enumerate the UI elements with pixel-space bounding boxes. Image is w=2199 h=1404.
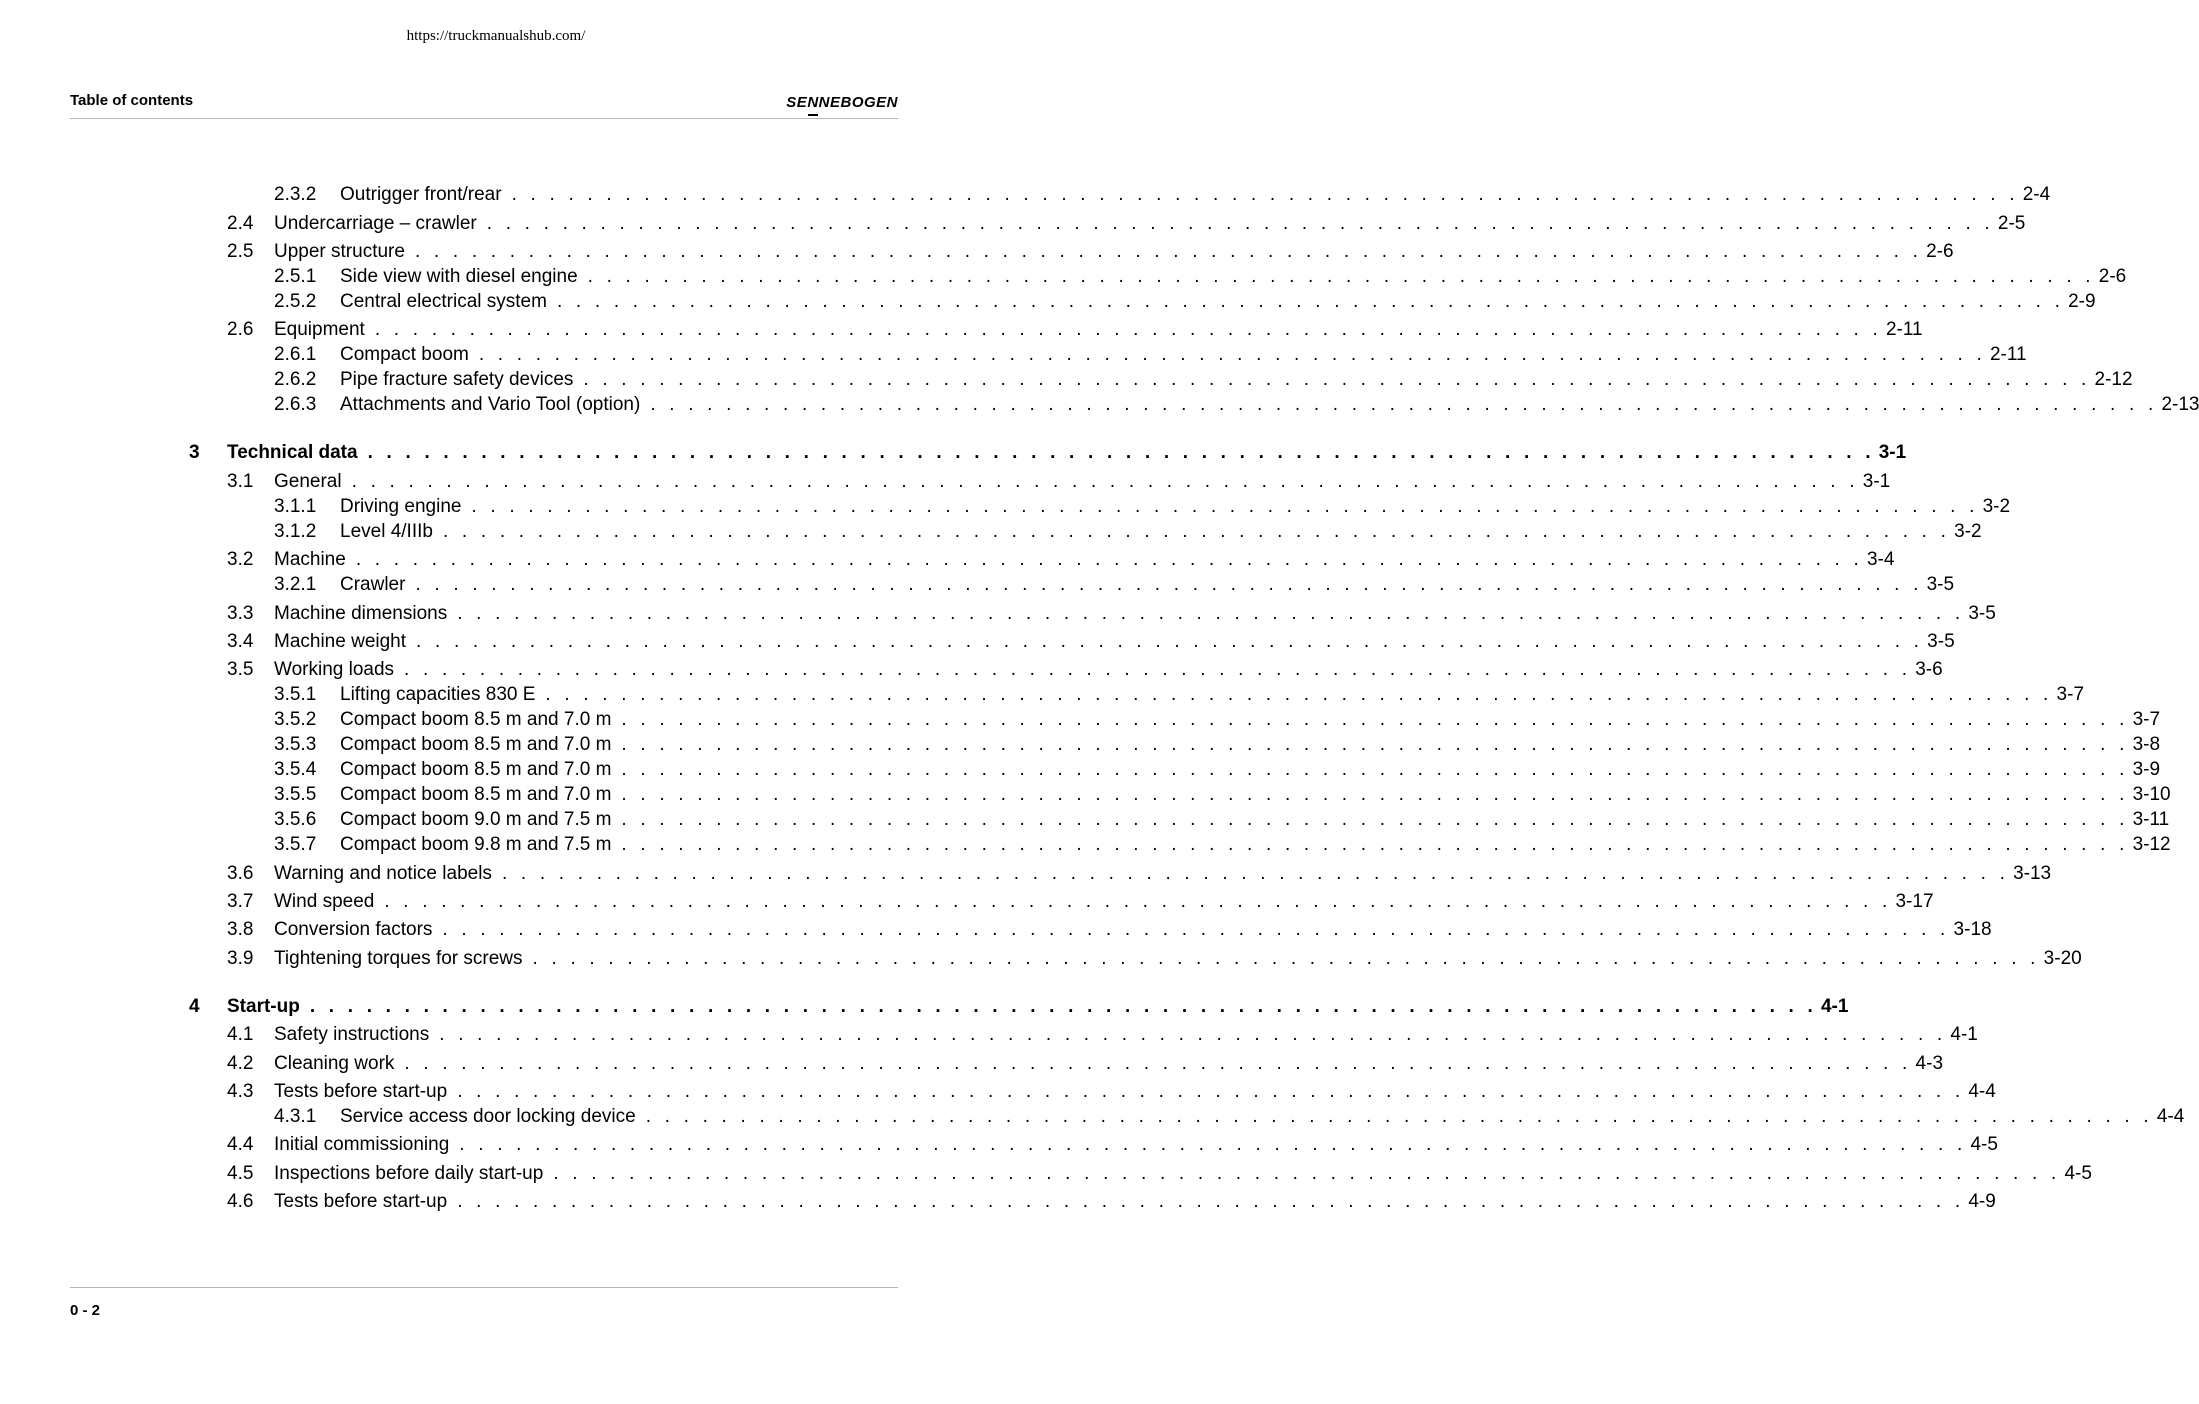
toc-entry-page: 3-18 — [1953, 919, 1992, 940]
toc-entry-number: 2.3.2 — [274, 184, 317, 205]
toc-entry[interactable] — [227, 1081, 1996, 1103]
toc-entry-title: Start-up — [227, 996, 300, 1017]
toc-entry-page: 3-12 — [2132, 834, 2171, 855]
toc-entry-number: 3.4 — [227, 631, 254, 652]
toc-leader-dots: . . . . . . . . . . . . . . . . . . . . . . . . . . . . . . . . . . . . . . . . . . . . . . . . . . . . . . . . . . . . . . . . . . . . . . . . . . . . . . . . — [457, 1081, 1965, 1102]
toc-entry-number: 2.5.1 — [274, 266, 317, 287]
toc-entry-number: 3.1.1 — [274, 496, 317, 517]
toc-entry[interactable] — [227, 1134, 1998, 1156]
toc-entry[interactable] — [227, 659, 1943, 681]
toc-entry[interactable] — [274, 496, 2011, 518]
section-title: Table of contents — [70, 92, 194, 109]
toc-leader-dots: . . . . . . . . . . . . . . . . . . . . . . . . . . . . . . . . . . . . . . . . . . . . . . . . . . . . . . . . . . . . . . . . . . . . . . . . . . . . . . . . — [583, 369, 2091, 390]
toc-entry-page: 4-1 — [1820, 996, 1849, 1017]
toc-leader-dots: . . . . . . . . . . . . . . . . . . . . . . . . . . . . . . . . . . . . . . . . . . . . . . . . . . . . . . . . . . . . . . . . . . . . . . . . . . . . . . . . — [439, 1024, 1947, 1045]
toc-entry-number: 3.5.4 — [274, 759, 317, 780]
toc-entry[interactable] — [274, 1106, 2185, 1128]
toc-leader-dots: . . . . . . . . . . . . . . . . . . . . . . . . . . . . . . . . . . . . . . . . . . . . . . . . . . . . . . . . . . . . . . . . . . . . . . . . . . . . . . . . — [486, 213, 1994, 234]
toc-entry-number: 2.6.3 — [274, 394, 317, 415]
toc-entry-page: 4-5 — [1970, 1134, 1998, 1155]
toc-entry-number: 3.1.2 — [274, 521, 317, 542]
toc-entry-page: 3-20 — [2043, 948, 2082, 969]
toc-entry-title: Level 4/IIIb — [340, 521, 433, 542]
toc-entry-number: 2.6 — [227, 319, 254, 340]
toc-entry-number: 3.5.7 — [274, 834, 317, 855]
toc-leader-dots: . . . . . . . . . . . . . . . . . . . . . . . . . . . . . . . . . . . . . . . . . . . . . . . . . . . . . . . . . . . . . . . . . . . . . . . . . . . . . . . . — [415, 574, 1923, 595]
toc-entry-title: Conversion factors — [274, 919, 433, 940]
toc-entry-number: 3.2 — [227, 549, 254, 570]
toc-entry-title: Tightening torques for screws — [274, 948, 523, 969]
toc-entry-page: 4-1 — [1950, 1024, 1978, 1045]
toc-entry[interactable] — [227, 241, 1954, 263]
page-number: 0 - 2 — [70, 1302, 101, 1319]
toc-entry-number: 2.6.1 — [274, 344, 317, 365]
toc-entry-title: Side view with diesel engine — [340, 266, 578, 287]
toc-entry[interactable] — [227, 549, 1895, 571]
toc-entry-title: General — [274, 471, 342, 492]
toc-entry[interactable] — [227, 631, 1955, 653]
toc-entry-title: Undercarriage – crawler — [274, 213, 477, 234]
toc-leader-dots: . . . . . . . . . . . . . . . . . . . . . . . . . . . . . . . . . . . . . . . . . . . . . . . . . . . . . . . . . . . . . . . . . . . . . . . . . . . . . . . . — [457, 603, 1965, 624]
toc-entry-number: 4.3.1 — [274, 1106, 317, 1127]
toc-leader-dots: . . . . . . . . . . . . . . . . . . . . . . . . . . . . . . . . . . . . . . . . . . . . . . . . . . . . . . . . . . . . . . . . . . . . . . . . . . . . . . . . — [457, 1191, 1965, 1212]
toc-entry-page: 2-12 — [2094, 369, 2133, 390]
toc-entry[interactable] — [227, 863, 2052, 885]
logo-suffix: NEBOGEN — [818, 94, 898, 111]
toc-entry-number: 4.6 — [227, 1191, 254, 1212]
toc-entry-number: 3.7 — [227, 891, 254, 912]
toc-entry-page: 3-5 — [1927, 631, 1955, 652]
toc-entry-title: Compact boom 9.0 m and 7.5 m — [340, 809, 612, 830]
toc-entry[interactable] — [274, 574, 1955, 596]
toc-entry[interactable] — [227, 213, 2026, 235]
toc-entry[interactable] — [189, 442, 1907, 464]
toc-entry-number: 3.5.2 — [274, 709, 317, 730]
toc-entry[interactable] — [274, 184, 2051, 206]
toc-entry-page: 3-5 — [1968, 603, 1996, 624]
toc-entry-title: Wind speed — [274, 891, 375, 912]
toc-entry-title: Compact boom 8.5 m and 7.0 m — [340, 709, 612, 730]
toc-leader-dots: . . . . . . . . . . . . . . . . . . . . . . . . . . . . . . . . . . . . . . . . . . . . . . . . . . . . . . . . . . . . . . . . . . . . . . . . . . . . . . . . — [545, 684, 2053, 705]
toc-entry[interactable] — [189, 996, 1849, 1018]
toc-entry-page: 2-6 — [1926, 241, 1954, 262]
toc-leader-dots: . . . . . . . . . . . . . . . . . . . . . . . . . . . . . . . . . . . . . . . . . . . . . . . . . . . . . . . . . . . . . . . . . . . . . . . . . . . . . . . . — [374, 319, 1882, 340]
toc-entry-page: 3-11 — [2132, 809, 2170, 830]
toc-entry-title: Machine — [274, 549, 346, 570]
toc-entry-page: 3-8 — [2132, 734, 2161, 755]
toc-entry-page: 3-6 — [1915, 659, 1943, 680]
toc-entry-title: Compact boom 8.5 m and 7.0 m — [340, 784, 612, 805]
toc-entry-number: 3.1 — [227, 471, 254, 492]
toc-leader-dots: . . . . . . . . . . . . . . . . . . . . . . . . . . . . . . . . . . . . . . . . . . . . . . . . . . . . . . . . . . . . . . . . . . . . . . . . . . . . . . . . — [587, 266, 2095, 287]
toc-entry-number: 4.2 — [227, 1053, 254, 1074]
toc-entry-page: 3-9 — [2132, 759, 2161, 780]
toc-leader-dots: . . . . . . . . . . . . . . . . . . . . . . . . . . . . . . . . . . . . . . . . . . . . . . . . . . . . . . . . . . . . . . . . . . . . . . . . . . . . . . . . — [621, 784, 2129, 805]
toc-entry-title: Driving engine — [340, 496, 462, 517]
toc-entry[interactable] — [274, 709, 2161, 731]
toc-entry-page: 3-5 — [1926, 574, 1955, 595]
toc-entry-title: Compact boom 9.8 m and 7.5 m — [340, 834, 612, 855]
toc-entry-title: Inspections before daily start-up — [274, 1163, 544, 1184]
toc-entry[interactable] — [274, 834, 2171, 856]
toc-entry-number: 2.5.2 — [274, 291, 317, 312]
toc-entry-number: 3.5.6 — [274, 809, 317, 830]
toc-entry[interactable] — [274, 394, 2199, 416]
toc-entry-number: 2.4 — [227, 213, 254, 234]
toc-entry-page: 3-17 — [1895, 891, 1934, 912]
toc-leader-dots: . . . . . . . . . . . . . . . . . . . . . . . . . . . . . . . . . . . . . . . . . . . . . . . . . . . . . . . . . . . . . . . . . . . . . . . . . . . . . . . . — [511, 184, 2019, 205]
toc-entry-number: 3.3 — [227, 603, 254, 624]
toc-entry-page: 2-11 — [1885, 319, 1923, 340]
toc-entry-number: 3.9 — [227, 948, 254, 969]
toc-entry-page: 3-7 — [2056, 684, 2085, 705]
toc-entry-page: 3-13 — [2013, 863, 2052, 884]
toc-entry[interactable] — [227, 891, 1934, 913]
toc-leader-dots: . . . . . . . . . . . . . . . . . . . . . . . . . . . . . . . . . . . . . . . . . . . . . . . . . . . . . . . . . . . . . . . . . . . . . . . . . . . . . . . . — [404, 1053, 1912, 1074]
toc-leader-dots: . . . . . . . . . . . . . . . . . . . . . . . . . . . . . . . . . . . . . . . . . . . . . . . . . . . . . . . . . . . . . . . . . . . . . . . . . . . . . . . . — [553, 1163, 2061, 1184]
toc-entry-page: 3-2 — [1954, 521, 1982, 542]
toc-entry-page: 4-3 — [1915, 1053, 1944, 1074]
source-url: https://truckmanualshub.com/ — [406, 28, 586, 44]
toc-leader-dots: . . . . . . . . . . . . . . . . . . . . . . . . . . . . . . . . . . . . . . . . . . . . . . . . . . . . . . . . . . . . . . . . . . . . . . . . . . . . . . . . — [621, 759, 2129, 780]
toc-leader-dots: . . . . . . . . . . . . . . . . . . . . . . . . . . . . . . . . . . . . . . . . . . . . . . . . . . . . . . . . . . . . . . . . . . . . . . . . . . . . . . . . — [416, 631, 1924, 652]
toc-entry-title: Machine dimensions — [274, 603, 448, 624]
toc-entry-number: 4 — [189, 996, 200, 1017]
toc-entry-number: 3.2.1 — [274, 574, 317, 595]
toc-leader-dots: . . . . . . . . . . . . . . . . . . . . . . . . . . . . . . . . . . . . . . . . . . . . . . . . . . . . . . . . . . . . . . . . . . . . . . . . . . . . . . . . — [556, 291, 2065, 312]
toc-entry[interactable] — [227, 919, 1992, 941]
toc-entry-page: 4-4 — [1968, 1081, 1996, 1102]
toc-entry-page: 4-4 — [2156, 1106, 2185, 1127]
toc-entry-page: 3-1 — [1862, 471, 1891, 492]
toc-entry[interactable] — [274, 291, 2096, 313]
toc-entry[interactable] — [227, 1163, 2092, 1185]
toc-entry-title: Lifting capacities 830 E — [340, 684, 536, 705]
toc-entry-title: Upper structure — [274, 241, 405, 262]
toc-leader-dots: . . . . . . . . . . . . . . . . . . . . . . . . . . . . . . . . . . . . . . . . . . . . . . . . . . . . . . . . . . . . . . . . . . . . . . . . . . . . . . . . — [645, 1106, 2153, 1127]
toc-entry-number: 3.5.3 — [274, 734, 317, 755]
toc-entry-number: 3.8 — [227, 919, 254, 940]
toc-entry-page: 2-6 — [2098, 266, 2127, 287]
toc-entry-page: 2-9 — [2068, 291, 2096, 312]
toc-entry-title: Working loads — [274, 659, 395, 680]
toc-entry-title: Outrigger front/rear — [340, 184, 502, 205]
toc-entry-number: 4.5 — [227, 1163, 254, 1184]
toc-entry-title: Crawler — [340, 574, 406, 595]
toc-leader-dots: . . . . . . . . . . . . . . . . . . . . . . . . . . . . . . . . . . . . . . . . . . . . . . . . . . . . . . . . . . . . . . . . . . . . . . . . . . . . . . . . — [621, 834, 2129, 855]
toc-entry-page: 3-2 — [1982, 496, 2011, 517]
toc-entry-number: 4.3 — [227, 1081, 254, 1102]
logo-n: N — [807, 94, 819, 111]
toc-leader-dots: . . . . . . . . . . . . . . . . . . . . . . . . . . . . . . . . . . . . . . . . . . . . . . . . . . . . . . . . . . . . . . . . . . . . . . . . . . . . . . . . — [367, 442, 1875, 463]
toc-entry[interactable] — [227, 603, 1996, 625]
toc-entry[interactable] — [227, 319, 1923, 341]
toc-entry-number: 4.4 — [227, 1134, 254, 1155]
toc-entry-title: Tests before start-up — [274, 1081, 448, 1102]
toc-entry[interactable] — [274, 266, 2127, 288]
toc-entry[interactable] — [274, 759, 2161, 781]
toc-entry[interactable] — [227, 1024, 1978, 1046]
toc-entry-title: Compact boom 8.5 m and 7.0 m — [340, 759, 612, 780]
toc-entry[interactable] — [227, 1191, 1996, 1213]
toc-entry-title: Pipe fracture safety devices — [340, 369, 574, 390]
toc-leader-dots: . . . . . . . . . . . . . . . . . . . . . . . . . . . . . . . . . . . . . . . . . . . . . . . . . . . . . . . . . . . . . . . . . . . . . . . . . . . . . . . . — [501, 863, 2010, 884]
toc-leader-dots: . . . . . . . . . . . . . . . . . . . . . . . . . . . . . . . . . . . . . . . . . . . . . . . . . . . . . . . . . . . . . . . . . . . . . . . . . . . . . . . . — [355, 549, 1863, 570]
toc-entry-page: 4-5 — [2064, 1163, 2092, 1184]
toc-entry-number: 3.5.1 — [274, 684, 317, 705]
toc-leader-dots: . . . . . . . . . . . . . . . . . . . . . . . . . . . . . . . . . . . . . . . . . . . . . . . . . . . . . . . . . . . . . . . . . . . . . . . . . . . . . . . . — [478, 344, 1986, 365]
toc-leader-dots: . . . . . . . . . . . . . . . . . . . . . . . . . . . . . . . . . . . . . . . . . . . . . . . . . . . . . . . . . . . . . . . . . . . . . . . . . . . . . . . . — [621, 809, 2129, 830]
logo-prefix: SE — [786, 94, 808, 111]
toc-entry-page: 3-1 — [1878, 442, 1907, 463]
toc-entry-page: 2-4 — [2022, 184, 2051, 205]
toc-leader-dots: . . . . . . . . . . . . . . . . . . . . . . . . . . . . . . . . . . . . . . . . . . . . . . . . . . . . . . . . . . . . . . . . . . . . . . . . . . . . . . . . — [442, 521, 1951, 542]
toc-entry-page: 3-7 — [2132, 709, 2161, 730]
toc-leader-dots: . . . . . . . . . . . . . . . . . . . . . . . . . . . . . . . . . . . . . . . . . . . . . . . . . . . . . . . . . . . . . . . . . . . . . . . . . . . . . . . . — [650, 394, 2158, 415]
toc-leader-dots: . . . . . . . . . . . . . . . . . . . . . . . . . . . . . . . . . . . . . . . . . . . . . . . . . . . . . . . . . . . . . . . . . . . . . . . . . . . . . . . . — [459, 1134, 1967, 1155]
footer-divider — [70, 1287, 898, 1288]
toc-entry-title: Warning and notice labels — [274, 863, 492, 884]
toc-entry-page: 3-10 — [2132, 784, 2171, 805]
toc-entry-title: Service access door locking device — [340, 1106, 636, 1127]
toc-entry[interactable] — [227, 948, 2082, 970]
toc-entry-number: 3.6 — [227, 863, 254, 884]
toc-leader-dots: . . . . . . . . . . . . . . . . . . . . . . . . . . . . . . . . . . . . . . . . . . . . . . . . . . . . . . . . . . . . . . . . . . . . . . . . . . . . . . . . — [471, 496, 1979, 517]
toc-entry[interactable] — [274, 521, 1982, 543]
toc-entry-title: Safety instructions — [274, 1024, 430, 1045]
toc-entry[interactable] — [274, 344, 2027, 366]
toc-entry-number: 2.6.2 — [274, 369, 317, 390]
toc-entry-title: Equipment — [274, 319, 365, 340]
toc-entry-title: Attachments and Vario Tool (option) — [340, 394, 641, 415]
toc-entry-number: 3.5 — [227, 659, 254, 680]
toc-entry-title: Compact boom 8.5 m and 7.0 m — [340, 734, 612, 755]
toc-leader-dots: . . . . . . . . . . . . . . . . . . . . . . . . . . . . . . . . . . . . . . . . . . . . . . . . . . . . . . . . . . . . . . . . . . . . . . . . . . . . . . . . — [621, 734, 2129, 755]
toc-entry[interactable] — [274, 784, 2171, 806]
toc-entry-title: Central electrical system — [340, 291, 547, 312]
toc-entry-number: 2.5 — [227, 241, 254, 262]
toc-leader-dots: . . . . . . . . . . . . . . . . . . . . . . . . . . . . . . . . . . . . . . . . . . . . . . . . . . . . . . . . . . . . . . . . . . . . . . . . . . . . . . . . — [351, 471, 1859, 492]
toc-entry-page: 2-11 — [1989, 344, 2027, 365]
toc-entry[interactable] — [227, 471, 1891, 493]
toc-entry[interactable] — [227, 1053, 1944, 1075]
toc-entry-number: 3.5.5 — [274, 784, 317, 805]
toc-entry-number: 4.1 — [227, 1024, 254, 1045]
toc-entry[interactable] — [274, 684, 2085, 706]
toc-leader-dots: . . . . . . . . . . . . . . . . . . . . . . . . . . . . . . . . . . . . . . . . . . . . . . . . . . . . . . . . . . . . . . . . . . . . . . . . . . . . . . . . — [532, 948, 2040, 969]
toc-entry[interactable] — [274, 369, 2133, 391]
toc-entry-page: 3-4 — [1866, 549, 1895, 570]
toc-entry[interactable] — [274, 734, 2161, 756]
toc-leader-dots: . . . . . . . . . . . . . . . . . . . . . . . . . . . . . . . . . . . . . . . . . . . . . . . . . . . . . . . . . . . . . . . . . . . . . . . . . . . . . . . . — [404, 659, 1912, 680]
toc-leader-dots: . . . . . . . . . . . . . . . . . . . . . . . . . . . . . . . . . . . . . . . . . . . . . . . . . . . . . . . . . . . . . . . . . . . . . . . . . . . . . . . . — [309, 996, 1817, 1017]
toc-entry-title: Cleaning work — [274, 1053, 395, 1074]
toc-entry-page: 4-9 — [1968, 1191, 1996, 1212]
toc-leader-dots: . . . . . . . . . . . . . . . . . . . . . . . . . . . . . . . . . . . . . . . . . . . . . . . . . . . . . . . . . . . . . . . . . . . . . . . . . . . . . . . . — [384, 891, 1892, 912]
toc-entry-page: 2-13 — [2161, 394, 2199, 415]
toc-entry[interactable] — [274, 809, 2170, 831]
toc-entry-title: Compact boom — [340, 344, 469, 365]
toc-entry-title: Initial commissioning — [274, 1134, 450, 1155]
toc-leader-dots: . . . . . . . . . . . . . . . . . . . . . . . . . . . . . . . . . . . . . . . . . . . . . . . . . . . . . . . . . . . . . . . . . . . . . . . . . . . . . . . . — [442, 919, 1950, 940]
toc-entry-title: Technical data — [227, 442, 358, 463]
toc-leader-dots: . . . . . . . . . . . . . . . . . . . . . . . . . . . . . . . . . . . . . . . . . . . . . . . . . . . . . . . . . . . . . . . . . . . . . . . . . . . . . . . . — [414, 241, 1923, 262]
toc-entry-title: Machine weight — [274, 631, 407, 652]
toc-entry-page: 2-5 — [1997, 213, 2026, 234]
toc-entry-number: 3 — [189, 442, 200, 463]
toc-entry-title: Tests before start-up — [274, 1191, 448, 1212]
toc-leader-dots: . . . . . . . . . . . . . . . . . . . . . . . . . . . . . . . . . . . . . . . . . . . . . . . . . . . . . . . . . . . . . . . . . . . . . . . . . . . . . . . . — [621, 709, 2129, 730]
